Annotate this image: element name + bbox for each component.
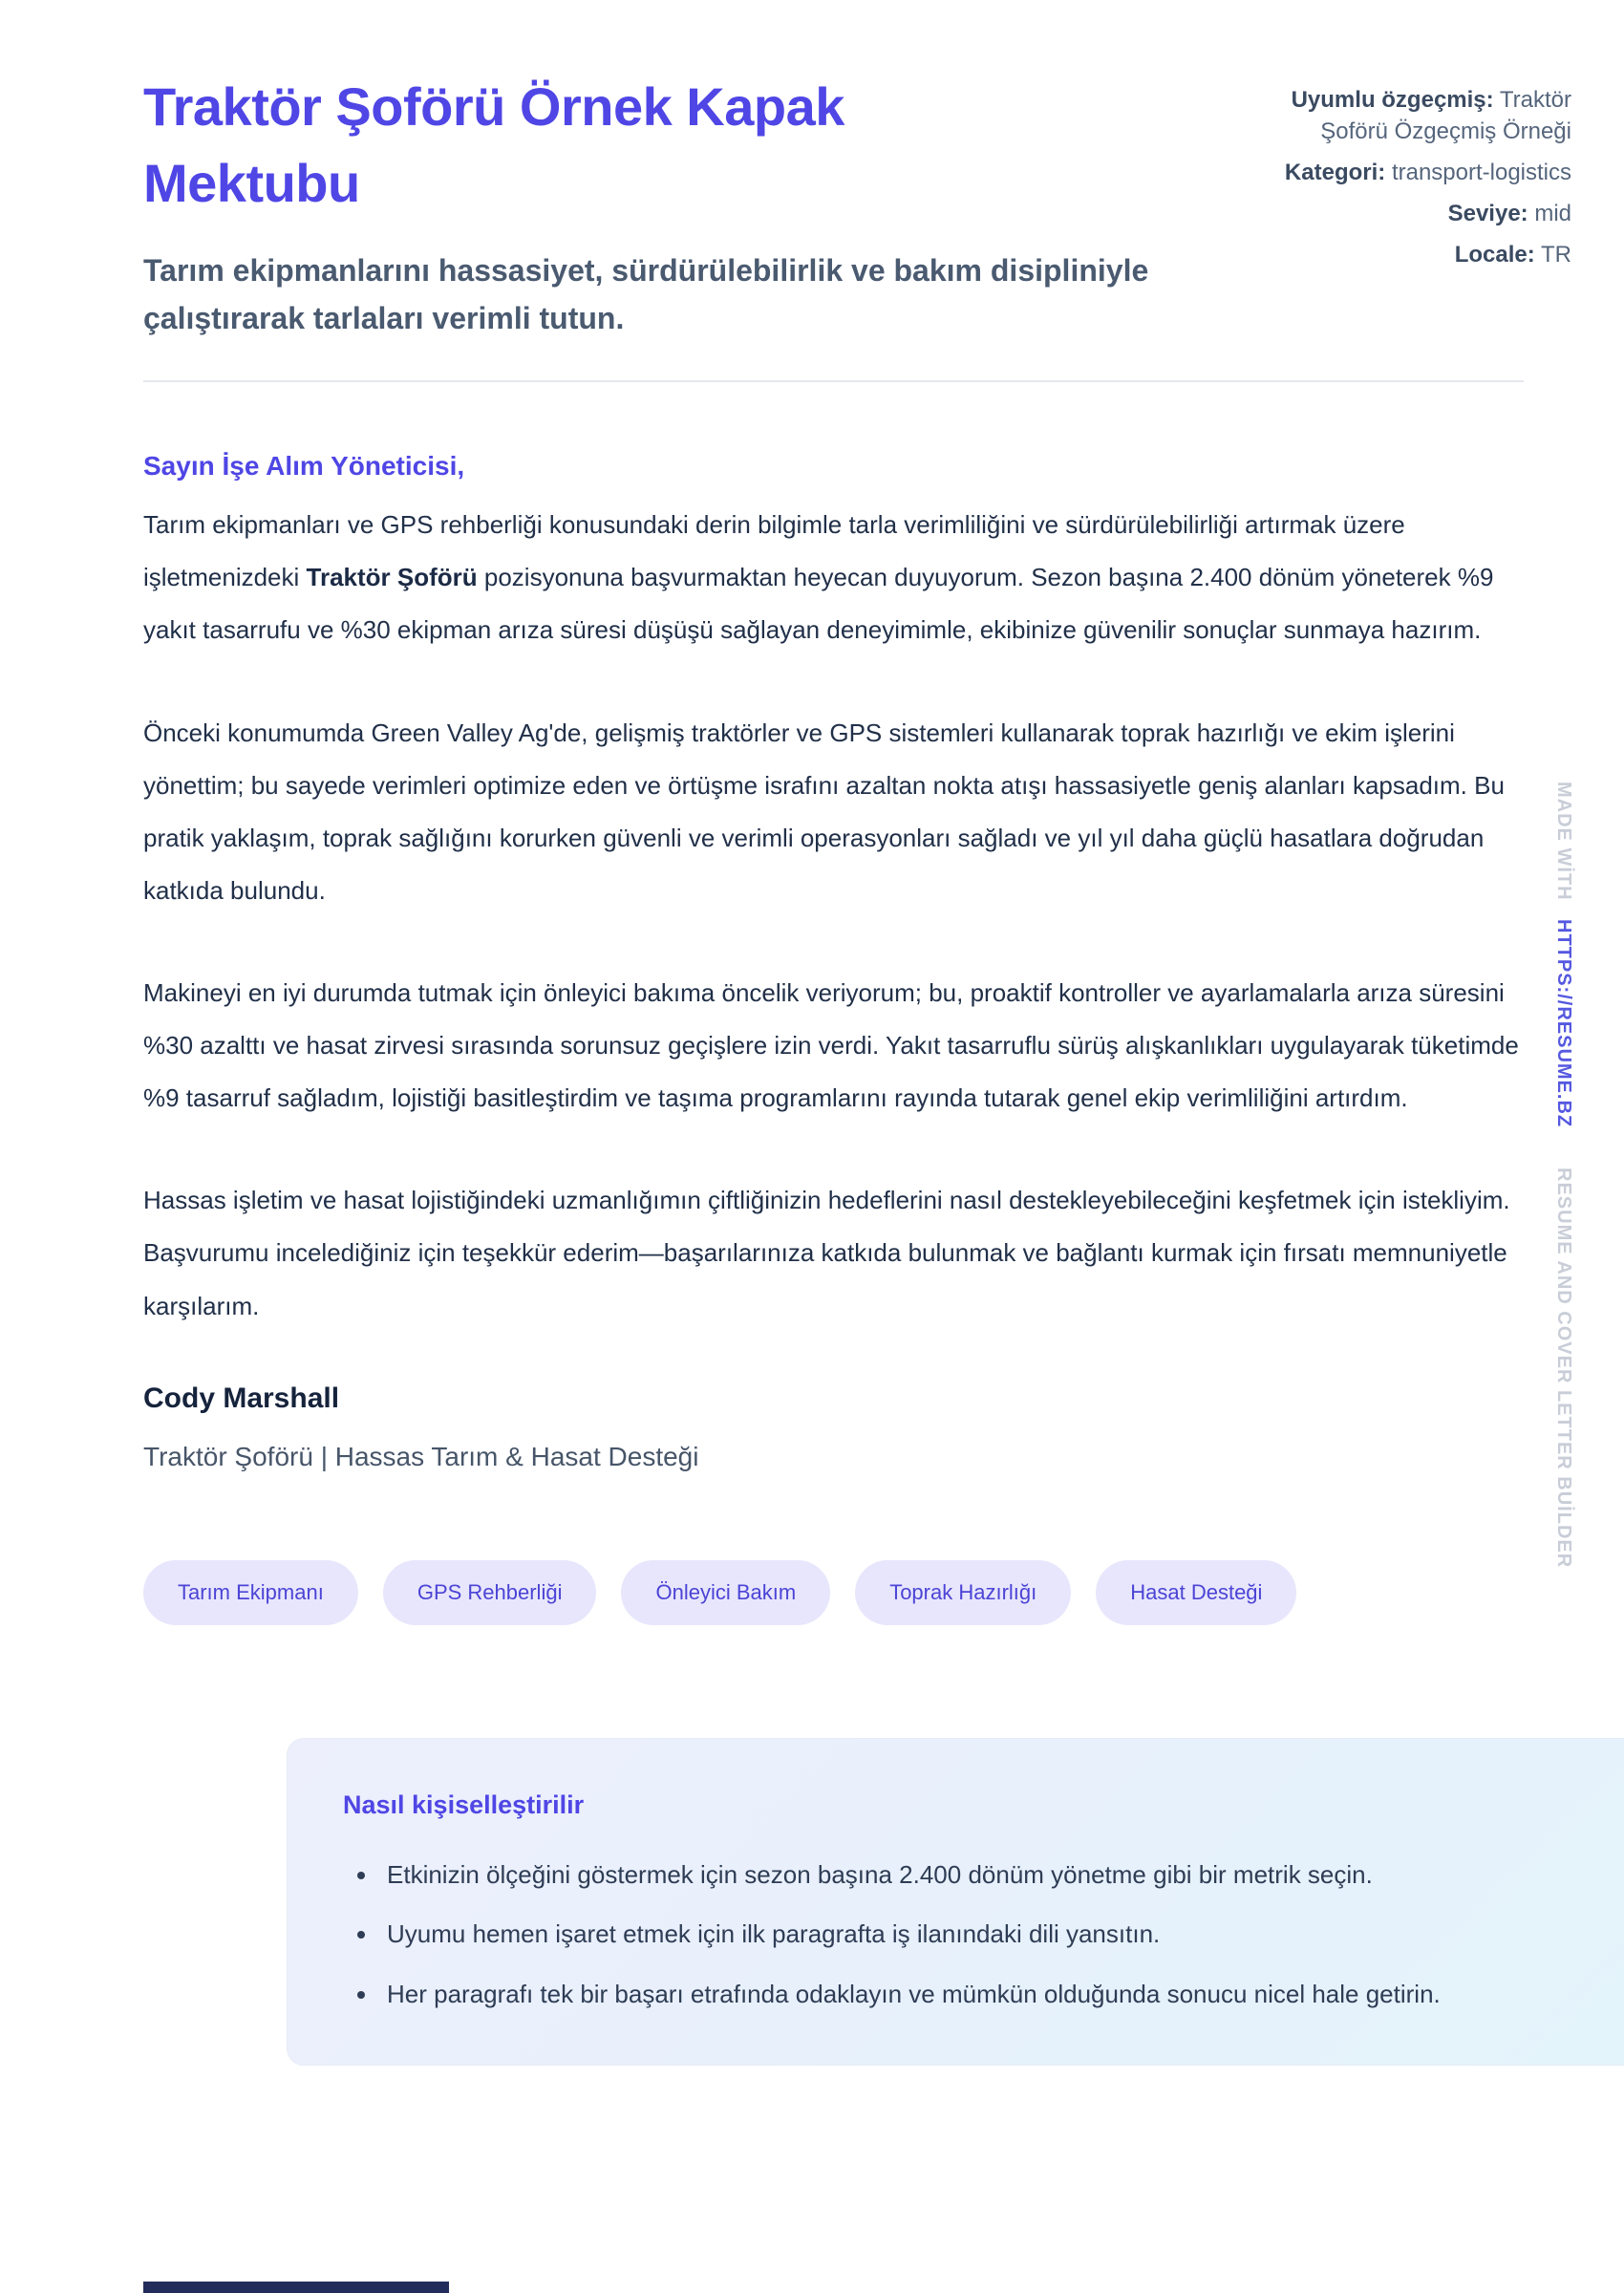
letter-paragraphs [143, 499, 1524, 1332]
tag-pill: Önleyici Bakım [621, 1560, 830, 1625]
tip-item: • Her paragrafı tek bir başarı etrafında odaklayın ve mümkün olduğunda sonucu nicel hale getirin. [379, 1972, 1602, 2017]
paragraph: Makineyi en iyi durumda tutmak için önleyici bakıma öncelik veriyorum; bu, proaktif kontroller ve ayarlamalarla arıza süresini %30 azalttı ve hasat zirvesi sırasında sorunsuz geçişlere izin verdi. Yakıt tasarruflu sürüş alışkanlıkları uygulayarak tüketimde %9 tasarruf sağladım, lojistiği basitleştirdim ve taşıma programlarını rayında tutarak genel ekip verimliliğini artırdım. [143, 977, 1519, 1113]
meta-row [1218, 239, 1571, 270]
tag-list [143, 1560, 1538, 1625]
page-subtitle: Tarım ekipmanlarını hassasiyet, sürdürülebilirlik ve bakım disipliniyle çalıştırarak tarlaları verimli tutun. [143, 253, 1149, 335]
meta-value: transport-logistics [1391, 160, 1571, 186]
letter-body [0, 451, 1524, 2066]
meta-row [1218, 84, 1571, 147]
tag-pill: Tarım Ekipmanı [143, 1560, 358, 1625]
signature-title: Traktör Şoförü | Hassas Tarım & Hasat Desteği [143, 1441, 699, 1471]
watermark-tagline: RESUME AND COVER LETTER BUİLDER [1553, 1168, 1574, 1569]
meta-label: Kategori: [1284, 160, 1386, 186]
tips-heading: Nasıl kişiselleştirilir [343, 1789, 585, 1819]
meta-value: Traktör Şoförü Özgeçmiş Örneği [1320, 87, 1571, 145]
meta-panel [1218, 84, 1571, 271]
meta-label: Seviye: [1447, 201, 1528, 227]
tips-card [287, 1738, 1624, 2066]
page-title: Traktör Şoförü Örnek Kapak Mektubu [143, 76, 844, 213]
watermark-link[interactable]: HTTPS://RESUME.BZ [1553, 919, 1574, 1128]
greeting: Sayın İşe Alım Yöneticisi, [143, 451, 465, 482]
tip-item: • Etkinizin ölçeğini göstermek için sezon başına 2.400 dönüm yönetme gibi bir metrik seçin. [379, 1853, 1602, 1897]
meta-value: mid [1534, 201, 1571, 227]
footer-bar [143, 2282, 449, 2293]
meta-row [1218, 198, 1571, 229]
paragraph: Tarım ekipmanları ve GPS rehberliği konusundaki derin bilgimle tarla verimliliğini ve sürdürülebilirliği artırmak üzere işletmenizdeki Traktör Şoförü pozisyonuna başvurmaktan heyecan duyuyorum. Sezon başına 2.400 dönüm yöneterek %9 yakıt tasarrufu ve %30 ekipman arıza süresi düşüşü sağlayan deneyimimle, ekibinize güvenilir sonuçlar sunmaya hazırım. [143, 510, 1494, 645]
tag-pill: Hasat Desteği [1096, 1560, 1296, 1625]
meta-row [1218, 157, 1571, 188]
paragraph: Hassas işletim ve hasat lojistiğindeki uzmanlığımın çiftliğinizin hedeflerini nasıl destekleyebileceğini keşfetmek için istekliyim. Başvurumu incelediğiniz için teşekkür ederim—başarılarınıza katkıda bulunmak ve bağlantı kurmak için fırsatı memnuniyetle karşılarım. [143, 1186, 1510, 1320]
meta-label: Locale: [1454, 242, 1535, 268]
meta-label: Uyumlu özgeçmiş: [1291, 87, 1494, 113]
tag-pill: Toprak Hazırlığı [855, 1560, 1071, 1625]
page-header [0, 0, 1624, 342]
header-divider [143, 380, 1524, 382]
signature-name: Cody Marshall [143, 1382, 340, 1414]
watermark-made-with: MADE WİTH [1553, 782, 1574, 901]
paragraph: Önceki konumumda Green Valley Ag'de, gelişmiş traktörler ve GPS sistemleri kullanarak toprak hazırlığı ve ekim işlerini yönettim; bu sayede verimleri optimize eden ve örtüşme israfını azaltan nokta atışı hassasiyetle geniş alanları kapsadım. Bu pratik yaklaşım, toprak sağlığını korurken güvenli ve verimli operasyonları sağladı ve yıl yıl daha güçlü hasatlara doğrudan katkıda bulundu. [143, 718, 1505, 905]
tip-item: • Uyumu hemen işaret etmek için ilk paragrafta iş ilanındaki dili yansıtın. [379, 1912, 1602, 1957]
meta-value: TR [1541, 242, 1571, 268]
tag-pill: GPS Rehberliği [383, 1560, 597, 1625]
tips-list [343, 1853, 1613, 2017]
